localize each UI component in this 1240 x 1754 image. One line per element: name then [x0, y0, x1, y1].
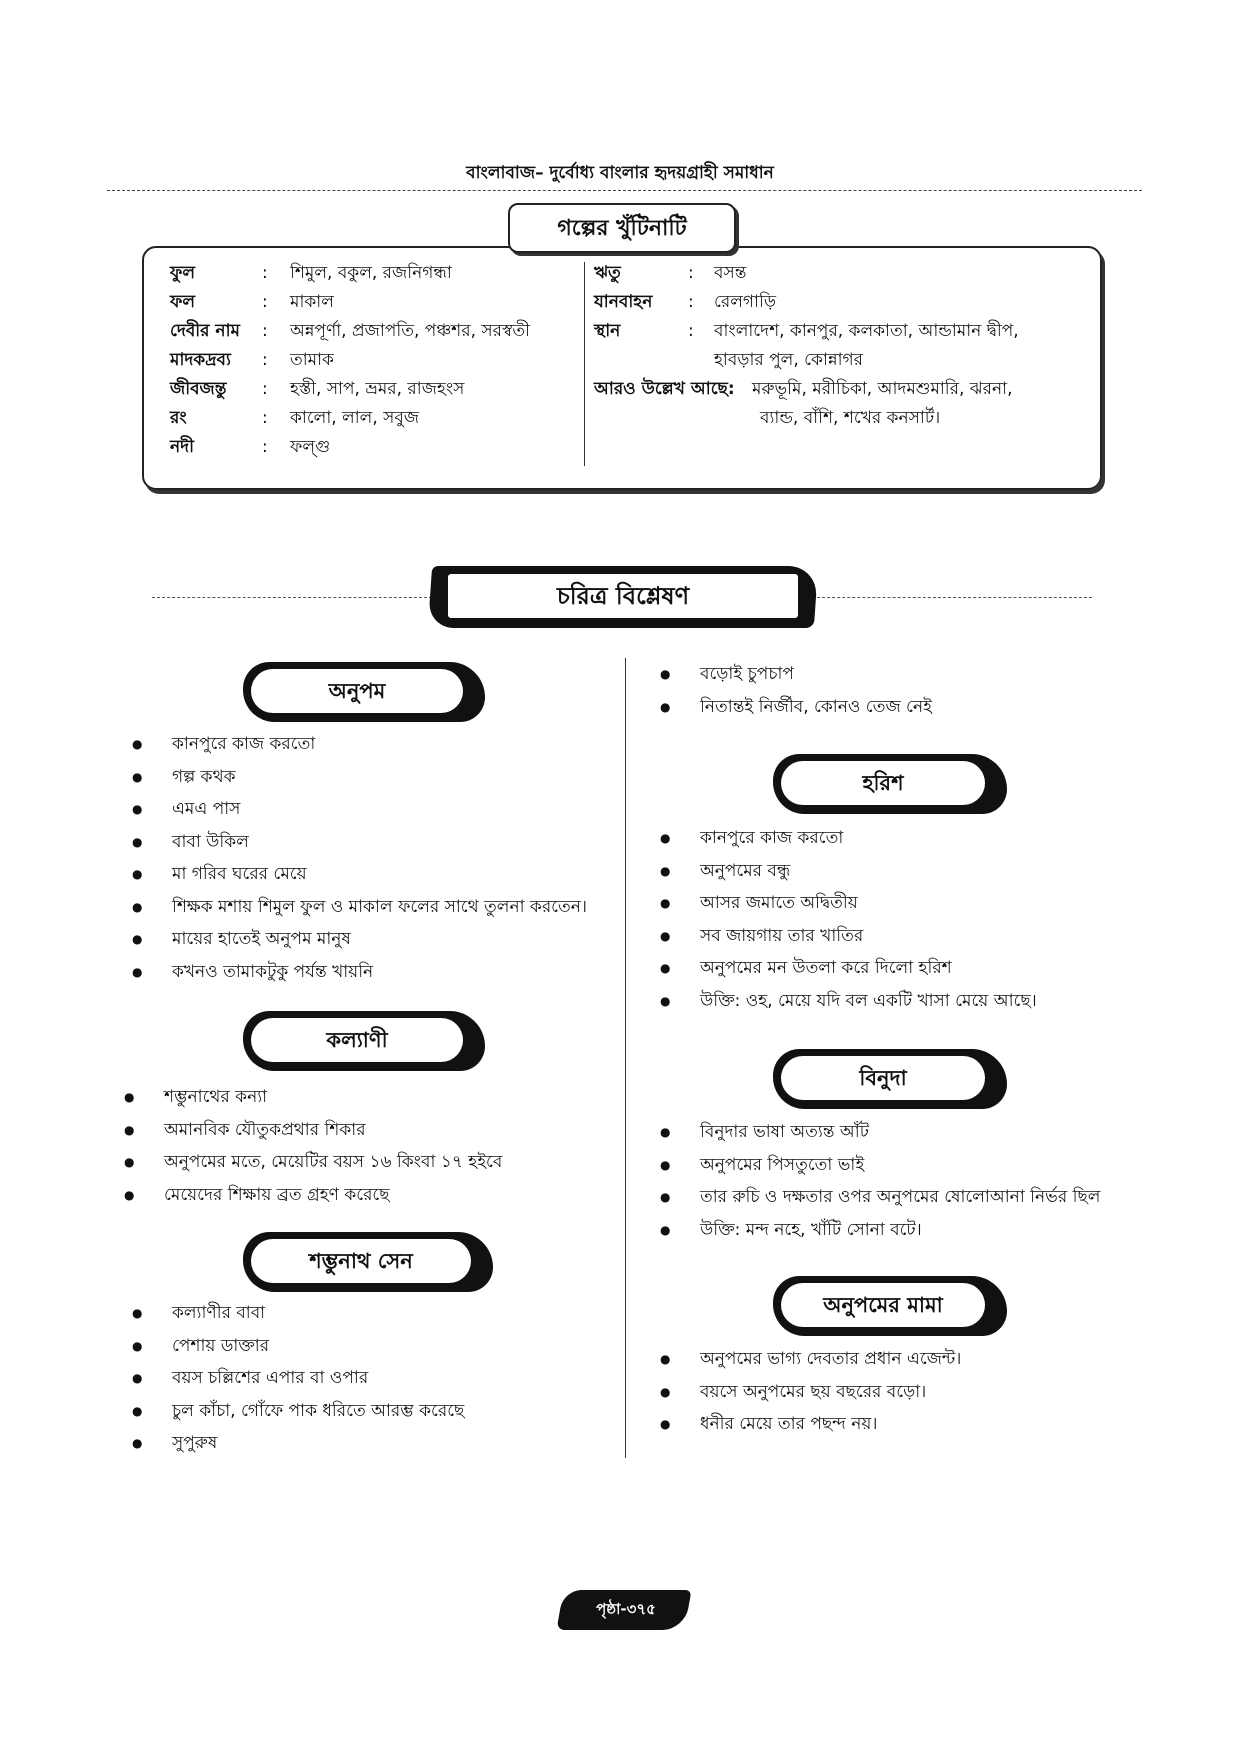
running-header: বাংলাবাজ– দুর্বোধ্য বাংলার হৃদয়গ্রাহী সমাধান	[466, 163, 774, 183]
shambhunath-points	[132, 1297, 464, 1460]
section-dash-right	[812, 597, 1092, 598]
character-name: কল্যাণী	[251, 1018, 463, 1062]
detail-key: রং	[170, 408, 187, 428]
list-item: ● ধনীর মেয়ে তার পছন্দ নয়।	[660, 1408, 961, 1441]
list-item: ● অনুপমের পিসতুতো ভাই	[660, 1149, 1100, 1182]
list-item: ● অনুপমের ভাগ্য দেবতার প্রধান এজেন্ট।	[660, 1343, 961, 1376]
list-item: ● সুপুরুষ	[132, 1427, 464, 1460]
detail-value: মরুভূমি, মরীচিকা, আদমশুমারি, ঝরনা,	[752, 379, 1013, 399]
details-column-divider	[584, 262, 585, 466]
list-item: ● বয়সে অনুপমের ছয় বছরের বড়ো।	[660, 1376, 961, 1409]
list-item: ● বিনুদার ভাষা অত্যন্ত আঁট	[660, 1116, 1100, 1149]
detail-key: জীবজন্তু	[170, 379, 227, 399]
list-item: ● মা গরিব ঘরের মেয়ে	[132, 858, 587, 891]
detail-key: ফুল	[170, 263, 196, 283]
list-item: ● শম্ভুনাথের কন্যা	[124, 1081, 502, 1114]
detail-value: হস্তী, সাপ, ভ্রমর, রাজহংস	[290, 379, 465, 399]
detail-key: আরও উল্লেখ আছে:	[594, 379, 735, 399]
section-title: চরিত্র বিশ্লেষণ	[448, 574, 798, 618]
character-heading-mama	[773, 1276, 1007, 1336]
anupam-points	[132, 728, 587, 988]
list-item: ● সব জায়গায় তার খাতির	[660, 920, 1037, 953]
list-item: ● নিতান্তই নির্জীব, কোনও তেজ নেই	[660, 691, 932, 724]
list-item: ● চুল কাঁচা, গোঁফে পাক ধরিতে আরম্ভ করেছে	[132, 1395, 464, 1428]
detail-key: ঋতু	[594, 263, 621, 283]
page-number: পৃষ্ঠা-৩৭৫	[596, 1600, 656, 1618]
kalyani-points	[124, 1081, 502, 1211]
list-item: ● শিক্ষক মশায় শিমুল ফুল ও মাকাল ফলের সাথে তুলনা করতেন।	[132, 891, 587, 924]
binuda-points	[660, 1116, 1100, 1246]
list-item: ● অনুপমের মন উতলা করে দিলো হরিশ	[660, 952, 1037, 985]
list-item: ● কানপুরে কাজ করতো	[132, 728, 587, 761]
detail-value: অন্নপূর্ণা, প্রজাপতি, পঞ্চশর, সরস্বতী	[290, 321, 530, 341]
character-heading-binuda	[773, 1049, 1007, 1109]
list-item: ● উক্তি: ওহ, মেয়ে যদি বল একটি খাসা মেয়ে আছে।	[660, 985, 1037, 1018]
detail-colon: :	[262, 437, 268, 457]
detail-colon: :	[262, 350, 268, 370]
detail-colon: :	[262, 321, 268, 341]
detail-colon: :	[262, 292, 268, 312]
detail-key: মাদকদ্রব্য	[170, 350, 231, 370]
character-heading-shambhunath	[243, 1232, 493, 1292]
detail-value: রেলগাড়ি	[714, 292, 776, 312]
details-title: গল্পের খুঁটিনাটি	[508, 203, 736, 253]
character-name: শম্ভুনাথ সেন	[251, 1239, 471, 1283]
list-item: ● পেশায় ডাক্তার	[132, 1330, 464, 1363]
detail-value: তামাক	[290, 350, 334, 370]
detail-colon: :	[262, 263, 268, 283]
list-item: ● অনুপমের মতে, মেয়েটির বয়স ১৬ কিংবা ১৭ হইবে	[124, 1146, 502, 1179]
list-item: ● অনুপমের বন্ধু	[660, 855, 1037, 888]
detail-key: ফল	[170, 292, 196, 312]
mama-points	[660, 1343, 961, 1441]
list-item: ● বয়স চল্লিশের এপার বা ওপার	[132, 1362, 464, 1395]
detail-colon: :	[688, 263, 694, 283]
harish-points	[660, 822, 1037, 1017]
detail-value: হাবড়ার পুল, কোন্নাগর	[714, 350, 864, 370]
list-item: ● বড়োই চুপচাপ	[660, 658, 932, 691]
details-box	[142, 246, 1102, 490]
character-name: অনুপম	[251, 669, 463, 713]
list-item: ● কানপুরে কাজ করতো	[660, 822, 1037, 855]
detail-value: ফল্গু	[290, 437, 331, 457]
detail-colon: :	[262, 379, 268, 399]
list-item: ● আসর জমাতে অদ্বিতীয়	[660, 887, 1037, 920]
detail-key: নদী	[170, 437, 194, 457]
list-item: ● এমএ পাস	[132, 793, 587, 826]
list-item: ● মায়ের হাতেই অনুপম মানুষ	[132, 923, 587, 956]
detail-key: স্থান	[594, 321, 621, 341]
detail-key: যানবাহন	[594, 292, 653, 312]
list-item: ● গল্প কথক	[132, 761, 587, 794]
list-item: ● বাবা উকিল	[132, 826, 587, 859]
list-item: ● মেয়েদের শিক্ষায় ব্রত গ্রহণ করেছে	[124, 1179, 502, 1212]
list-item: ● কল্যাণীর বাবা	[132, 1297, 464, 1330]
detail-colon: :	[262, 408, 268, 428]
character-heading-anupam	[243, 662, 485, 722]
detail-value: কালো, লাল, সবুজ	[290, 408, 420, 428]
character-name: বিনুদা	[781, 1056, 985, 1100]
detail-value: শিমুল, বকুল, রজনিগন্ধা	[290, 263, 452, 283]
section-dash-left	[152, 597, 432, 598]
shambhunath-points-continued	[660, 658, 932, 723]
list-item: ● উক্তি: মন্দ নহে, খাঁটি সোনা বটে।	[660, 1214, 1100, 1247]
character-heading-kalyani	[243, 1011, 485, 1071]
character-name: অনুপমের মামা	[781, 1283, 985, 1327]
detail-key: দেবীর নাম	[170, 321, 240, 341]
column-divider	[625, 658, 626, 1458]
detail-value: মাকাল	[290, 292, 334, 312]
detail-colon: :	[688, 292, 694, 312]
list-item: ● কখনও তামাকটুকু পর্যন্ত খায়নি	[132, 956, 587, 989]
character-heading-harish	[773, 754, 1007, 814]
detail-value: বাংলাদেশ, কানপুর, কলকাতা, আন্ডামান দ্বীপ,	[714, 321, 1019, 341]
detail-colon: :	[688, 321, 694, 341]
detail-value: ব্যান্ড, বাঁশি, শখের কনসার্ট।	[760, 408, 941, 428]
header-divider	[107, 190, 1142, 191]
character-name: হরিশ	[781, 761, 985, 805]
list-item: ● তার রুচি ও দক্ষতার ওপর অনুপমের ষোলোআনা নির্ভর ছিল	[660, 1181, 1100, 1214]
detail-value: বসন্ত	[714, 263, 747, 283]
list-item: ● অমানবিক যৌতুকপ্রথার শিকার	[124, 1114, 502, 1147]
